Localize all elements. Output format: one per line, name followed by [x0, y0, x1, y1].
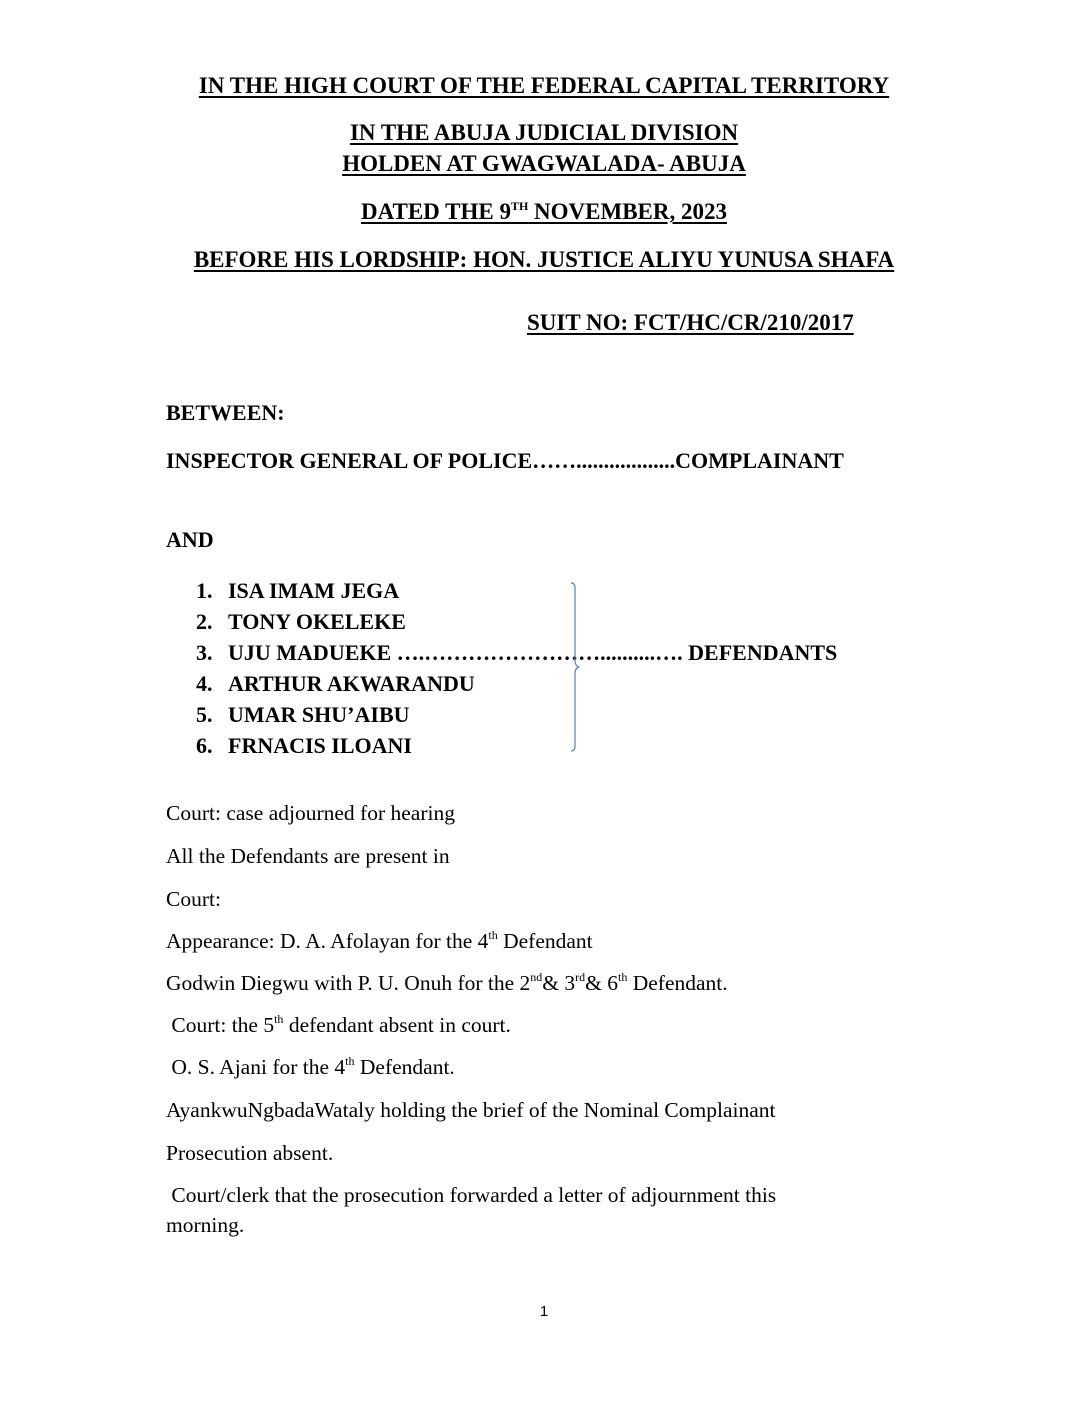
court-title: IN THE HIGH COURT OF THE FEDERAL CAPITAL TERRITORY: [198, 73, 890, 98]
body-line-7: O. S. Ajani for the 4th Defendant.: [166, 1054, 455, 1079]
suit-number: SUIT NO: FCT/HC/CR/210/2017: [527, 310, 854, 335]
body-line-11: morning.: [166, 1213, 245, 1237]
page-number: 1: [539, 1303, 549, 1320]
body-line-2: All the Defendants are present in: [166, 844, 450, 868]
body-line-5: Godwin Diegwu with P. U. Onuh for the 2nd& 3rd& 6th Defendant.: [166, 970, 728, 995]
date-prefix: DATED THE 9: [360, 199, 511, 224]
list-item: 2. TONY OKELEKE: [196, 609, 406, 634]
and-label: AND: [166, 527, 214, 552]
date-line: [0, 196, 1088, 228]
list-item: 5. UMAR SHU’AIBU: [196, 702, 410, 727]
list-item: 4. ARTHUR AKWARANDU: [196, 671, 475, 696]
between-label: BETWEEN:: [166, 400, 285, 425]
before-line: BEFORE HIS LORDSHIP: HON. JUSTICE ALIYU YUNUSA SHAFA: [193, 247, 895, 272]
division-title: IN THE ABUJA JUDICIAL DIVISION: [349, 120, 739, 145]
defendants-list: [196, 575, 837, 761]
body-line-9: Prosecution absent.: [166, 1141, 334, 1165]
right-brace-icon: [570, 582, 582, 752]
complainant-line: INSPECTOR GENERAL OF POLICE……..................COMPLAINANT: [166, 448, 844, 473]
list-item: 1. ISA IMAM JEGA: [196, 578, 400, 603]
body-line-10: Court/clerk that the prosecution forwarded a letter of adjournment this: [166, 1183, 777, 1207]
body-line-8: AyankwuNgbadaWataly holding the brief of the Nominal Complainant: [166, 1098, 776, 1122]
date-sup: TH: [510, 199, 529, 213]
list-item: 3. UJU MADUEKE ….……………………..........…. DEFENDANTS: [196, 640, 838, 665]
body-line-6: Court: the 5th defendant absent in court.: [166, 1012, 511, 1037]
body-line-4: Appearance: D. A. Afolayan for the 4th Defendant: [166, 928, 593, 953]
body-line-1: Court: case adjourned for hearing: [166, 801, 455, 825]
list-item: 6. FRNACIS ILOANI: [196, 733, 412, 758]
holden-title: HOLDEN AT GWAGWALADA- ABUJA: [342, 151, 746, 176]
date-suffix: NOVEMBER, 2023: [528, 199, 727, 224]
body-line-3: Court:: [166, 887, 221, 911]
